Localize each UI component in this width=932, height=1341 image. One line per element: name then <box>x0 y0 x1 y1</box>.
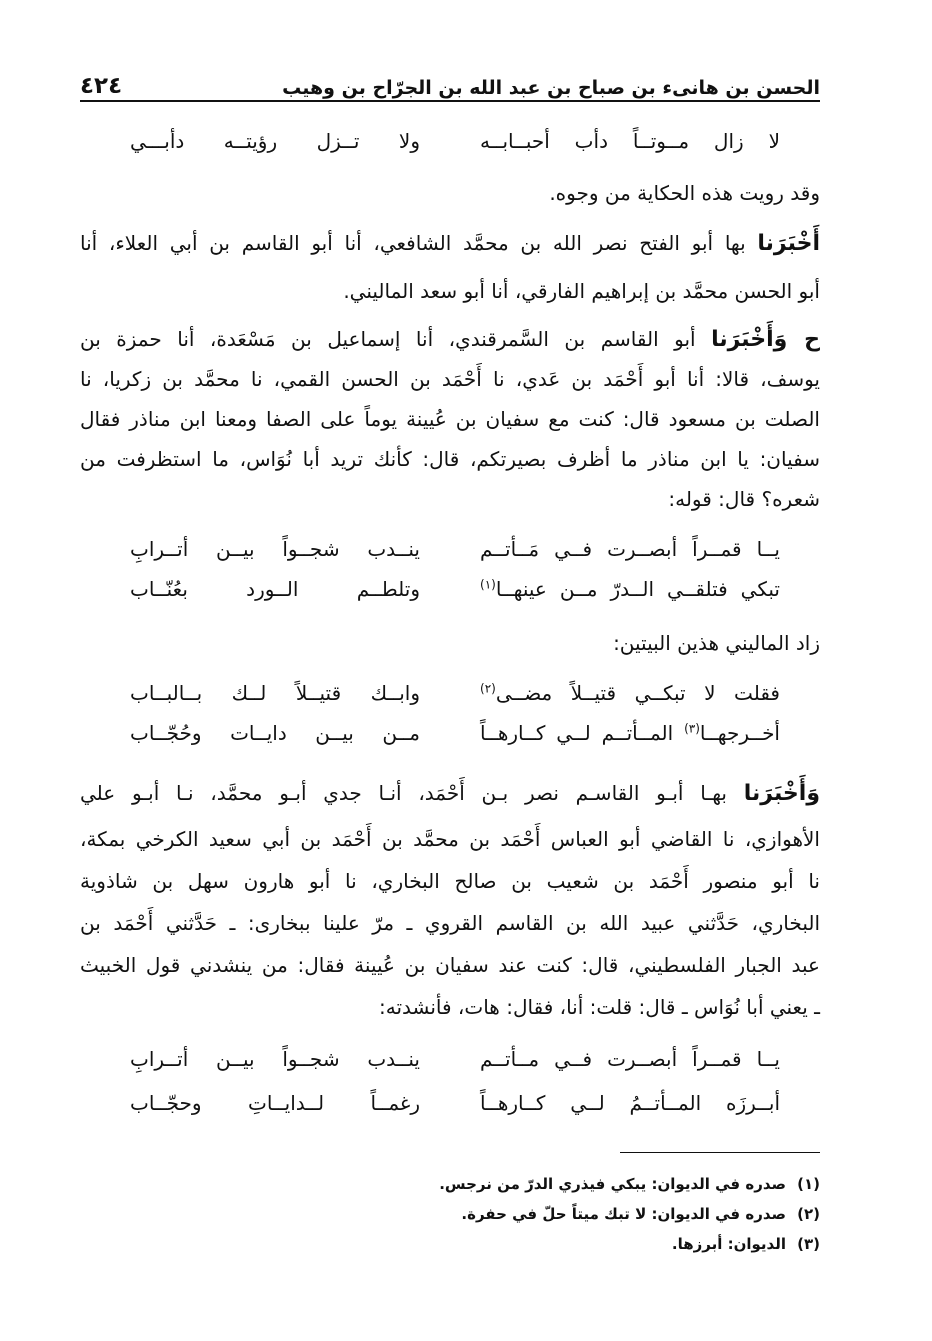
footnote-text: صدره في الديوان: لا تبك ميتاً حلّ في حفرة. <box>461 1205 786 1223</box>
text-line: شعره؟ قال: قوله: <box>668 487 820 511</box>
text-line: يوسف، قالا: أنا أبو أَحْمَد بن عَدي، نا أَحْمَد بن الحسن القمي، نا محمَّد بن زكريا، نا <box>80 367 820 391</box>
footnote-ref: (٢) <box>480 681 496 696</box>
text-line: نا أبو منصور أَحْمَد بن شعيب بن صالح البخاري، نا أبو هارون سهل بن شاذوية <box>80 869 820 893</box>
footnote-number: (٢) <box>797 1205 820 1223</box>
footnote-text: الديوان: أبرزها. <box>671 1235 786 1253</box>
verse-hemistich-first: يــا قمــراً أبصــرت فــي مــأتــم <box>480 1047 780 1071</box>
verse-hemistich-first: أبــرزَه المــأتــمُ لــي كــارهــاً <box>480 1091 780 1115</box>
footnote-number: (٣) <box>797 1235 820 1253</box>
text-line: زاد الماليني هذين البيتين: <box>613 631 820 655</box>
header-rule <box>80 100 820 102</box>
verse-hemistich-second: ولا تــزل رؤيتــه دأبـــي <box>130 129 420 153</box>
keyword: وَأَخْبَرَنا <box>743 781 820 806</box>
text-line: سفيان: يا ابن مناذر ما أظرف بصيرتكم، قال: كأنك تريد أبا نُوَاس، ما استظرفت من <box>80 447 820 471</box>
running-title: الحسن بن هانىء بن صباح بن عبد الله بن الجرّاح بن وهيب <box>282 77 820 99</box>
footnote <box>672 1235 820 1253</box>
hemistich-text: فقلت لا تبكــي قتيــلاً مضــى <box>495 681 780 705</box>
verse-hemistich-first <box>480 576 780 602</box>
footnote-number: (١) <box>797 1175 820 1193</box>
text-line <box>80 230 820 259</box>
text-line: الصلت بن مسعود قال: كنت مع سفيان بن عُيينة يوماً على الصفا ومعنا ابن مناذر فقال <box>80 407 820 431</box>
text-line: أبو الحسن محمَّد بن إبراهيم الفارقي، أنا أبو سعد الماليني. <box>343 279 820 303</box>
text-line: البخاري، حَدَّثني عبيد الله بن القاسم القروي ـ مرّ علينا ببخارى: ـ حَدَّثني أَحْمَد بن <box>80 911 820 935</box>
verse-hemistich-first: يــا قمــراً أبصــرت فــي مَــأتــم <box>480 537 780 561</box>
page-number: ٤٢٤ <box>80 73 123 99</box>
verse-hemistich-first <box>480 680 780 706</box>
keyword: ح وَأَخْبَرَنا <box>711 327 821 352</box>
footnote-rule <box>620 1152 820 1153</box>
line-text: أبو القاسم بن السَّمرقندي، أنا إسماعيل بن مَسْعَدة، أنا حمزة بن <box>80 327 712 351</box>
text-line: عبد الجبار الفلسطيني، قال: كنت عند سفيان بن عُيينة فقال: من ينشدني قول الخبيث <box>80 953 820 977</box>
verse-hemistich-second: ينــدب شجــواً بيــن أتــرابِ <box>130 1047 420 1071</box>
hemistich-text: تبكي فتلقــي الــدرّ مــن عينهــا <box>495 577 780 601</box>
text-line: الأهوازي، نا القاضي أبو العباس أَحْمَد بن محمَّد بن أَحْمَد بن أبي سعيد الكرخي بمكة، <box>80 827 820 851</box>
text-line: ـ يعني أبا نُوَاس ـ قال: قلت: أنا، فقال: هات، فأنشدته: <box>378 995 820 1019</box>
text-line <box>80 780 820 809</box>
hemistich-text: أخــرجهــا <box>699 721 780 745</box>
page-header <box>80 58 820 98</box>
verse-hemistich-first: لا زال مــوتــاً دأب أحبــابــه <box>480 129 780 153</box>
verse-hemistich-second: رغمــاً لــدايــاتِ وحجّــاب <box>130 1091 420 1115</box>
line-text: بها أبو الفتح نصر الله بن محمَّد الشافعي، أنا أبو القاسم بن أبي العلاء، أنا <box>80 231 758 255</box>
footnote-text: صدره في الديوان: يبكي فيذري الدرّ من نرجس. <box>439 1175 786 1193</box>
footnote-ref: (١) <box>480 577 496 592</box>
text-line: وقد رويت هذه الحكاية من وجوه. <box>549 181 820 205</box>
footnote <box>439 1175 820 1193</box>
verse-hemistich-second: وتلطــم الــورد بعُنّــاب <box>130 577 420 601</box>
verse-hemistich-second: وابــك قتيــلاً لــك بــالبــاب <box>130 681 420 705</box>
verse-hemistich-second: مــن بيــن دايــات وحُجّــاب <box>130 721 420 745</box>
keyword: أَخْبَرَنا <box>757 231 820 256</box>
text-line <box>80 326 820 355</box>
footnote-ref: (٣) <box>684 721 700 736</box>
hemistich-text: المــأتــم لــي كــارهــاً <box>480 721 685 745</box>
footnote <box>461 1205 820 1223</box>
line-text: بهـا أبـو القاسـم نصر بـن أَحْمَد، أنـا جدي أبـو محمَّد، نـا أبـو علي <box>80 781 744 805</box>
verse-hemistich-first <box>480 720 780 746</box>
verse-hemistich-second: ينــدب شجــواً بيــن أتــرابِ <box>130 537 420 561</box>
